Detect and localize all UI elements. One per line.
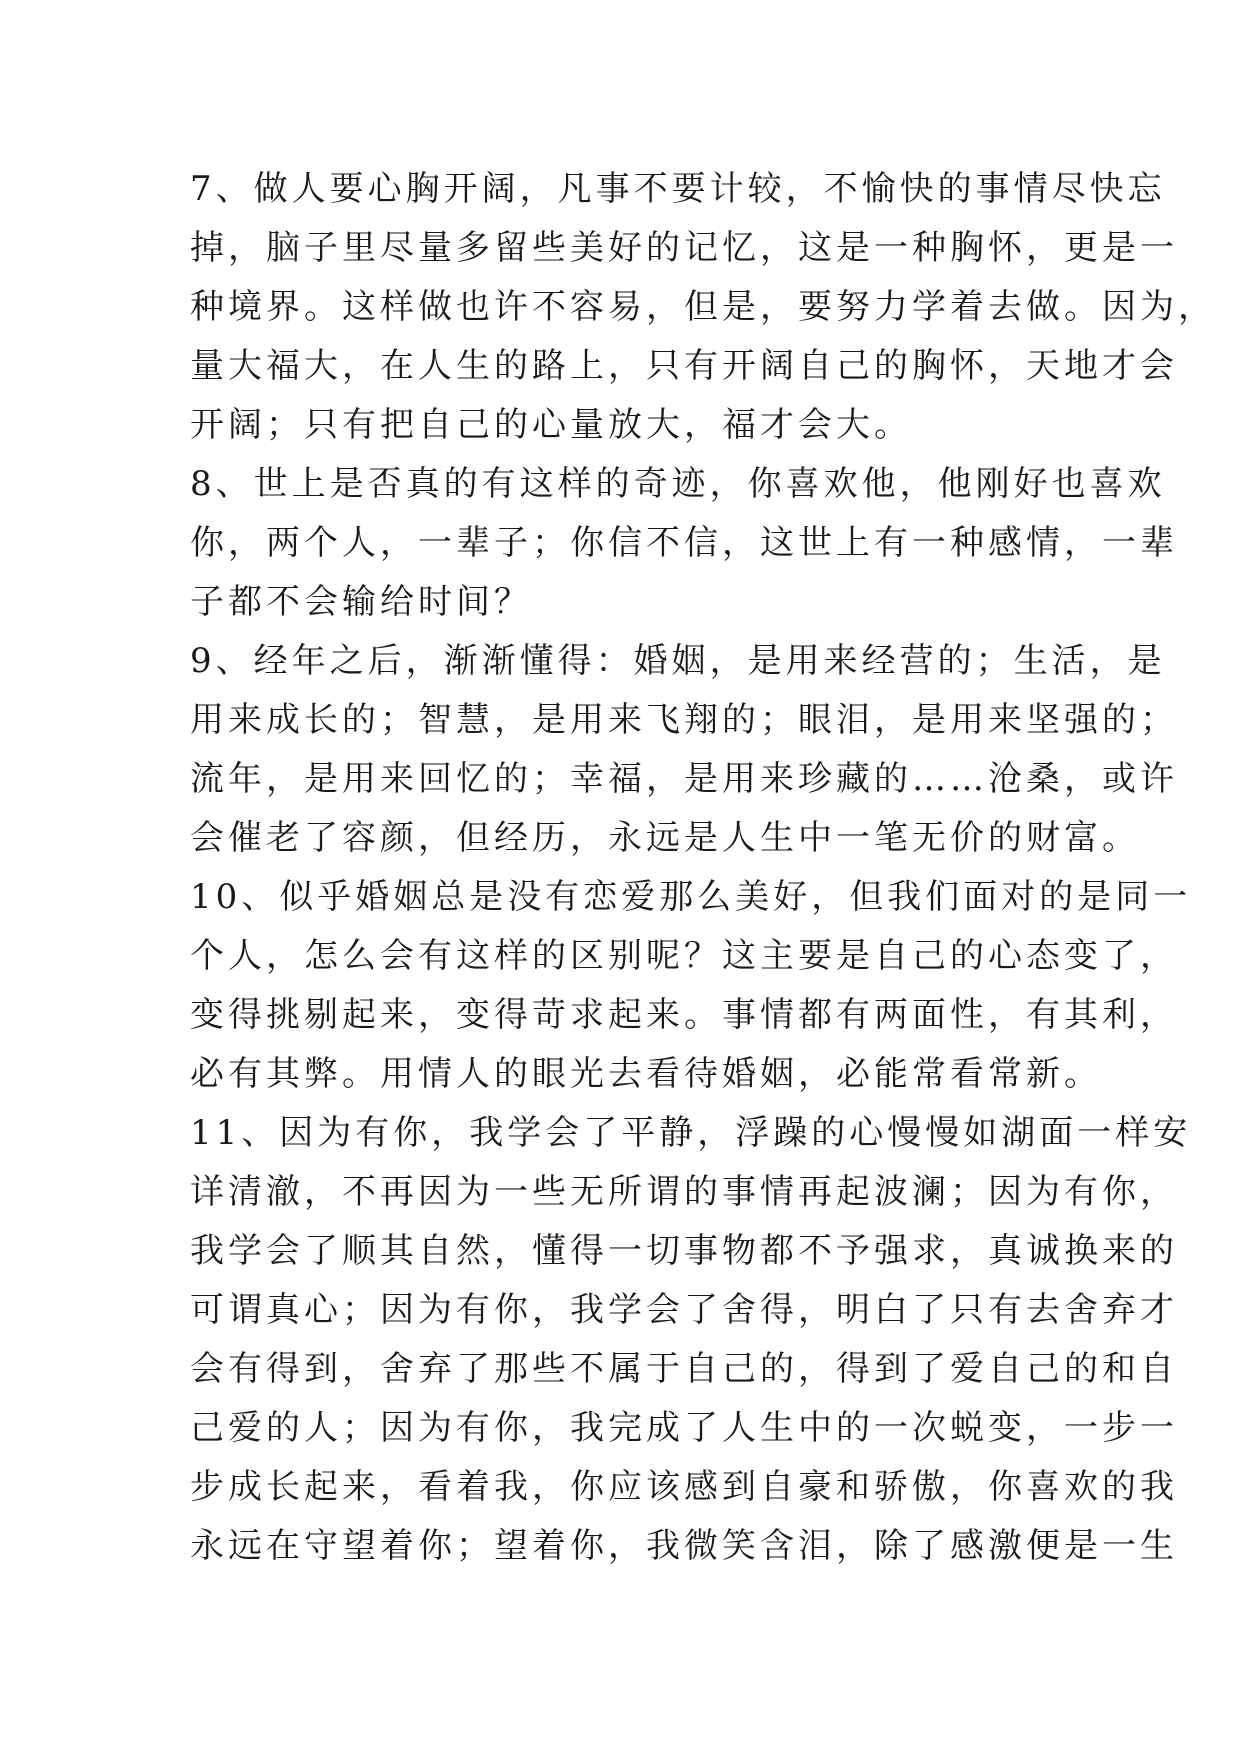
text-line: 开阔；只有把自己的心量放大，福才会大。: [190, 405, 912, 445]
text-line: 步成长起来，看着我，你应该感到自豪和骄傲，你喜欢的我: [190, 1467, 1178, 1507]
text-line: 我学会了顺其自然，懂得一切事物都不予强求，真诚换来的: [190, 1231, 1178, 1271]
document-body: [190, 160, 1216, 1576]
text-line: 量大福大，在人生的路上，只有开阔自己的胸怀，天地才会: [190, 346, 1178, 386]
text-line: 己爱的人；因为有你，我完成了人生中的一次蜕变，一步一: [190, 1408, 1178, 1448]
text-line: 掉，脑子里尽量多留些美好的记忆，这是一种胸怀，更是一: [190, 228, 1178, 268]
text-line: 必有其弊。用情人的眼光去看待婚姻，必能常看常新。: [190, 1054, 1102, 1094]
text-line: 会有得到，舍弃了那些不属于自己的，得到了爱自己的和自: [190, 1349, 1178, 1389]
text-line: 子都不会输给时间？: [190, 582, 532, 622]
text-line: 会催老了容颜，但经历，永远是人生中一笔无价的财富。: [190, 818, 1140, 858]
text-line: 个人，怎么会有这样的区别呢？这主要是自己的心态变了，: [190, 936, 1178, 976]
text-line: 变得挑剔起来，变得苛求起来。事情都有两面性，有其利，: [190, 995, 1178, 1035]
text-line: 11、因为有你，我学会了平静，浮躁的心慢慢如湖面一样安: [190, 1113, 1192, 1153]
text-line: 7、做人要心胸开阔，凡事不要计较，不愉快的事情尽快忘: [190, 169, 1166, 209]
text-line: 用来成长的；智慧，是用来飞翔的；眼泪，是用来坚强的；: [190, 700, 1178, 740]
text-line: 9、经年之后，渐渐懂得：婚姻，是用来经营的；生活，是: [190, 641, 1166, 681]
text-line: 流年，是用来回忆的；幸福，是用来珍藏的……沧桑，或许: [190, 759, 1178, 799]
text-line: 永远在守望着你；望着你，我微笑含泪，除了感激便是一生: [190, 1526, 1178, 1566]
text-line: 可谓真心；因为有你，我学会了舍得，明白了只有去舍弃才: [190, 1290, 1178, 1330]
text-line: 详清澈，不再因为一些无所谓的事情再起波澜；因为有你，: [190, 1172, 1178, 1212]
text-line: 种境界。这样做也许不容易，但是，要努力学着去做。因为，: [190, 287, 1216, 327]
text-line: 8、世上是否真的有这样的奇迹，你喜欢他，他刚好也喜欢: [190, 464, 1166, 504]
text-line: 你，两个人，一辈子；你信不信，这世上有一种感情，一辈: [190, 523, 1178, 563]
text-line: 10、似乎婚姻总是没有恋爱那么美好，但我们面对的是同一: [190, 877, 1192, 917]
